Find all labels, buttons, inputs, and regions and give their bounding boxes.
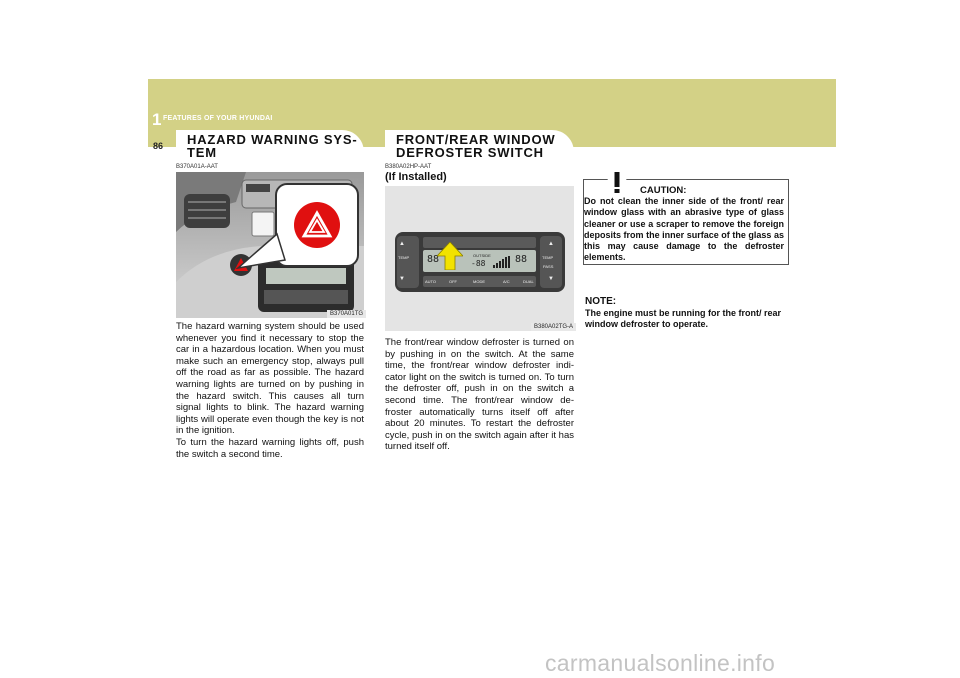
- pointer-arrow-icon: [437, 242, 463, 270]
- callout-pointer: [236, 232, 286, 272]
- hazard-triangle-icon: [300, 208, 334, 240]
- caution-text: Do not clean the inner side of the front/ rear window glass with an abrasive type of glass cleaner or use a scraper to remove the foreign deposits from the inner surface of the glass as this may cause damage to the defroster elements.: [584, 196, 784, 263]
- defroster-title-line1: FRONT/REAR WINDOW: [396, 132, 556, 147]
- defroster-code: B380A02HP-AAT: [385, 164, 432, 170]
- auto-label: AUTO: [425, 279, 437, 284]
- defroster-title-line2: DEFROSTER SWITCH: [396, 145, 544, 160]
- outside-label: OUTSIDE: [473, 253, 491, 258]
- ac-label: A/C: [503, 279, 510, 284]
- hazard-code: B370A01A-AAT: [176, 164, 218, 170]
- hazard-body-text-2: To turn the hazard warning lights off, push the switch a second time.: [176, 437, 364, 460]
- pass-label: PASS: [543, 264, 554, 269]
- note-text: The engine must be running for the front/ rear window defroster to operate.: [585, 308, 782, 330]
- temp-left-label: TEMP: [398, 255, 410, 260]
- defroster-figure-caption: B380A02TG-A: [531, 323, 576, 331]
- mode-label: MODE: [473, 279, 485, 284]
- chapter-number: 1: [152, 110, 162, 129]
- hazard-dashboard-photo: [176, 172, 364, 318]
- watermark: carmanualsonline.info: [545, 650, 776, 676]
- temp-right-label: TEMP: [542, 255, 554, 260]
- hazard-title-line1: HAZARD WARNING SYS-: [187, 132, 358, 147]
- warning-triangle-icon: [596, 166, 638, 196]
- dual-label: DUAL: [523, 279, 534, 284]
- note-heading: NOTE:: [585, 296, 617, 307]
- hazard-title-line2: TEM: [187, 145, 217, 160]
- hazard-body-text: The hazard warning system should be used whenever you find it necessary to stop the car in a hazardous location. When you must make such an emergency stop, always pull off the road as far as possible. The hazard warning lights are turned on by pushing in the hazard switch. This causes all turn signal lights to blink. The hazard warning lights will operate even though the key is not in the ignition.: [176, 321, 364, 437]
- hazard-figure-caption: B370A01TG: [327, 310, 366, 318]
- climate-control-photo: ▲ TEMP ▼ ▲ TEMP PASS ▼ 88 OUTSIDE -88 88 AUTO OFF MODE A/C DUAL: [385, 186, 574, 331]
- page-number: 86: [153, 141, 164, 151]
- defroster-body-text: The front/rear window defroster is turned on by pushing in on the switch. At the same time, the front/rear window defroster indi-cator light on the switch is turned on. To turn the defroster off, push in on the switch a second time. The front/rear window de-froster automatically turns itself off after about 20 minutes. To restart the defroster cycle, push in on the switch again after it has turned itself off.: [385, 337, 574, 453]
- chapter-title: FEATURES OF YOUR HYUNDAI: [163, 115, 273, 122]
- fan-bars-icon: [493, 256, 513, 268]
- off-label: OFF: [449, 279, 457, 284]
- caution-heading: CAUTION:: [640, 185, 687, 196]
- defroster-subtitle: (If Installed): [385, 171, 447, 183]
